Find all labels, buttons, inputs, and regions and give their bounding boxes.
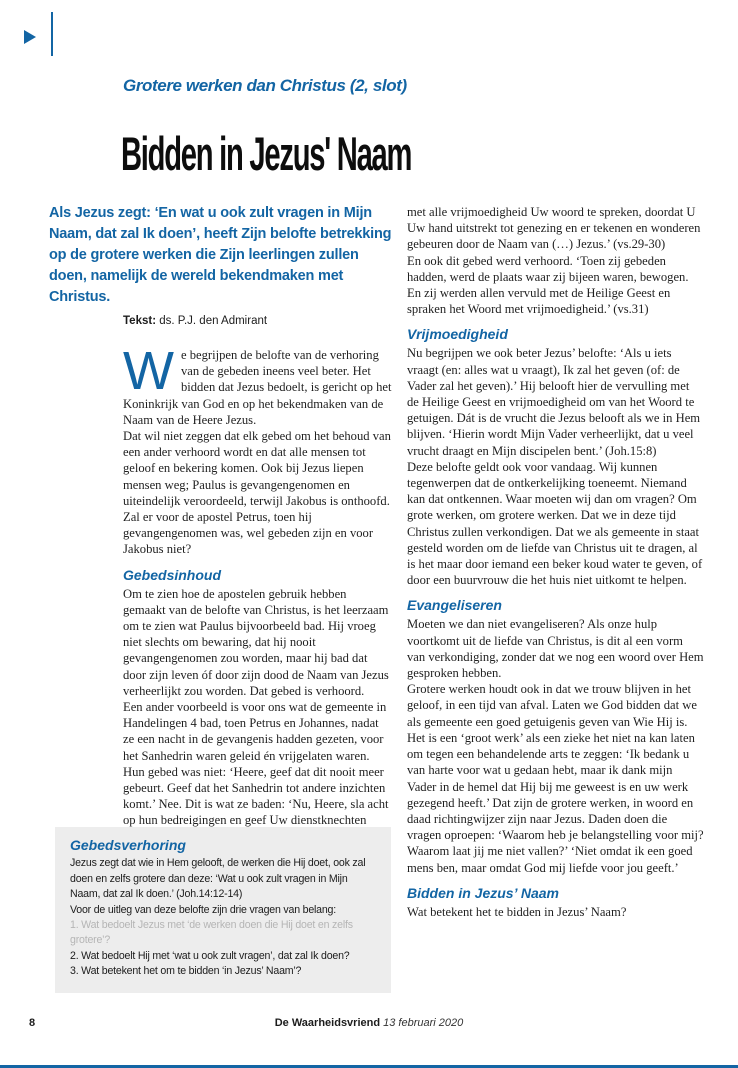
info-box-paragraph: Jezus zegt dat wie in Hem gelooft, de werken die Hij doet, ook zal doen en zelfs grotere dan deze: ‘Wat u ook zult vragen in Mijn Naam, dat zal Ik doen.’ (Joh.14:12-14) — [70, 857, 366, 901]
section-heading-evangeliseren: Evangeliseren — [407, 597, 502, 614]
byline-author: ds. P.J. den Admirant — [159, 315, 268, 327]
section-heading-bidden-in-jezus-naam: Bidden in Jezus’ Naam — [407, 884, 559, 901]
info-box-question-2: 2. Wat bedoelt Hij met ‘wat u ook zult vragen’, dat zal Ik doen? — [70, 949, 350, 962]
body-paragraph: Nu begrijpen we ook beter Jezus’ belofte: ‘Als u iets vraagt (en: alles wat u vraagt), Ik zal het geven (of: de Vader zal het geven).’ Hij belooft hier de vervulling met de Heilige Geest en vrijmoedigheid om van het Woord te getuigen. Dát is de vrucht die Jezus belooft als we in Hem blijven. ‘Hierin wordt Mijn Vader verheerlijkt, dat u veel vrucht draagt en Mijn discipelen bent.’ (Joh.15:8) — [407, 346, 701, 458]
info-box-heading: Gebedsverhoring — [70, 837, 186, 853]
body-paragraph — [123, 341, 392, 428]
article-intro: Als Jezus zegt: ‘En wat u ook zult vragen in Mijn Naam, dat zal Ik doen’, heeft Zijn belofte betrekking op de grotere werken die Zijn leerlingen zullen doen, namelijk de wereld bekendmaken met Christus. — [49, 205, 392, 305]
article-kicker: Grotere werken dan Christus (2, slot) — [123, 76, 407, 95]
body-paragraph: Deze belofte geldt ook voor vandaag. Wij kunnen tegenwerpen dat de ontkerkelijking toeneemt. Niemand kan dat ontkennen. Waar moeten wij dan om vragen? Om grote werken, om grotere werken. Dat we in deze tijd Christus zullen verkondigen. Dat we als gemeente in staat gesteld worden om de liefde van Christus uit te dragen, al is het maar door iemand een beker koud water te geven, of door een buurvrouw die het huis niet uitkomt te helpen. — [407, 459, 703, 588]
byline — [123, 315, 267, 327]
right-column — [407, 204, 704, 920]
body-paragraph: Moeten we dan niet evangeliseren? Als onze hulp voortkomt uit de liefde van Christus, is dit al een vorm van verkondiging, zonder dat we nog een woord over Hem gesproken hebben. — [407, 617, 704, 681]
vertical-rule — [51, 12, 53, 56]
body-paragraph: Wat betekent het te bidden in Jezus’ Naam? — [407, 904, 627, 919]
footer — [0, 1017, 738, 1029]
publication-name: De Waarheidsvriend — [274, 1017, 381, 1029]
section-heading-vrijmoedigheid: Vrijmoedigheid — [407, 326, 508, 343]
issue-date: 13 februari 2020 — [383, 1017, 464, 1029]
left-column — [123, 341, 392, 829]
body-paragraph: Grotere werken houdt ook in dat we trouw blijven in het geloof, in een tijd van afval. Laten we God bidden dat we als gemeente een goed getuigenis geven van Wie Hij is. Het is een ‘groot werk’ als een zieke het niet na kan laten om tegen een behandelende arts te zeggen: ‘Ik bedank u van harte voor wat u gedaan hebt, maar ik dank mijn Vader in de hemel dat Hij bij me geweest is en uw werk gezegend heeft.’ Dat zijn de grotere werken, in woord en daad richtingwijzer zijn naar Jezus. Daden doen die vragen oproepen: ‘Waarom heb je belangstelling voor mij? Waarom laat jij me niet vallen?’ ‘Niet omdat ik een goed mens ben, maar omdat God mij liefde voor jou geeft.’ — [407, 682, 704, 875]
triangle-marker-icon — [24, 30, 36, 44]
body-paragraph: Om te zien hoe de apostelen gebruik hebben gemaakt van de belofte van Christus, is het leerzaam om te zien wat Paulus bijvoorbeeld bad. Hij vroeg niet slechts om bewaring, dat hij nooit gevangengenomen zou worden, maar hij bad dat door zijn leven óf door zijn dood de Naam van Jezus verheerlijkt zou worden. Dat gebed is verhoord. — [123, 586, 389, 698]
body-paragraph: Een ander voorbeeld is voor ons wat de gemeente in Handelingen 4 bad, toen Petrus en Johannes, nadat ze een nacht in de gevangenis hadden gezeten, voor het Sanhedrin waren geleid én vrijgelaten waren. Hun gebed was niet: ‘Heere, geef dat dit nooit meer gebeurt. Geef dat het Sanhedrin tot andere inzichten komt.’ Nee. Dit is wat ze baden: ‘Nu, Heere, sla acht op hun bedreigingen en geef Uw dienstknechten — [123, 700, 389, 828]
info-box-question-3: 3. Wat betekent het om te bidden ‘in Jezus’ Naam’? — [70, 965, 302, 978]
paragraph-text: e begrijpen de belofte van de verhoring van de gebeden ineens veel beter. Het bidden dat Jezus bedoelt, is gericht op het Koninkrijk van God en op het bekendmaken van de Naam van de Heere Jezus. — [123, 348, 392, 427]
section-heading-gebedsinhoud: Gebedsinhoud — [123, 566, 221, 583]
body-paragraph: Dat wil niet zeggen dat elk gebed om het behoud van een ander verhoord wordt en dat alle mensen tot geloof en bekering komen. Ook bij Jezus liepen mensen weg; Paulus is gevangengenomen en uiteindelijk veroordeeld, terwijl Jakobus is onthoofd. Zal er voor de apostel Petrus, toen hij gevangengenomen was, wel gebeden zijn en voor Jakobus niet? — [123, 429, 391, 557]
article-title: Bidden in Jezus' Naam — [121, 127, 412, 180]
info-box-gebedsverhoring — [55, 827, 391, 993]
body-paragraph: En ook dit gebed werd verhoord. ‘Toen zij gebeden hadden, werd de plaats waar zij bijeen waren, bewogen. En zij werden allen vervuld met de Heilige Geest en spraken het Woord met vrijmoedigheid.’ (vs.31) — [407, 253, 689, 317]
info-box-paragraph: Voor de uitleg van deze belofte zijn drie vragen van belang: — [70, 903, 336, 916]
body-paragraph: met alle vrijmoedigheid Uw woord te spreken, doordat U Uw hand uitstrekt tot genezing en er tekenen en wonderen gebeuren door de Naam van (…) Jezus.’ (vs.29-30) — [407, 205, 701, 252]
page-number: 8 — [29, 1017, 36, 1029]
dropcap-letter: W — [123, 341, 174, 401]
info-box-question-1: 1. Wat bedoelt Jezus met ‘de werken doen die Hij doet en zelfs grotere’? — [70, 919, 353, 947]
byline-label: Tekst: — [123, 315, 157, 327]
